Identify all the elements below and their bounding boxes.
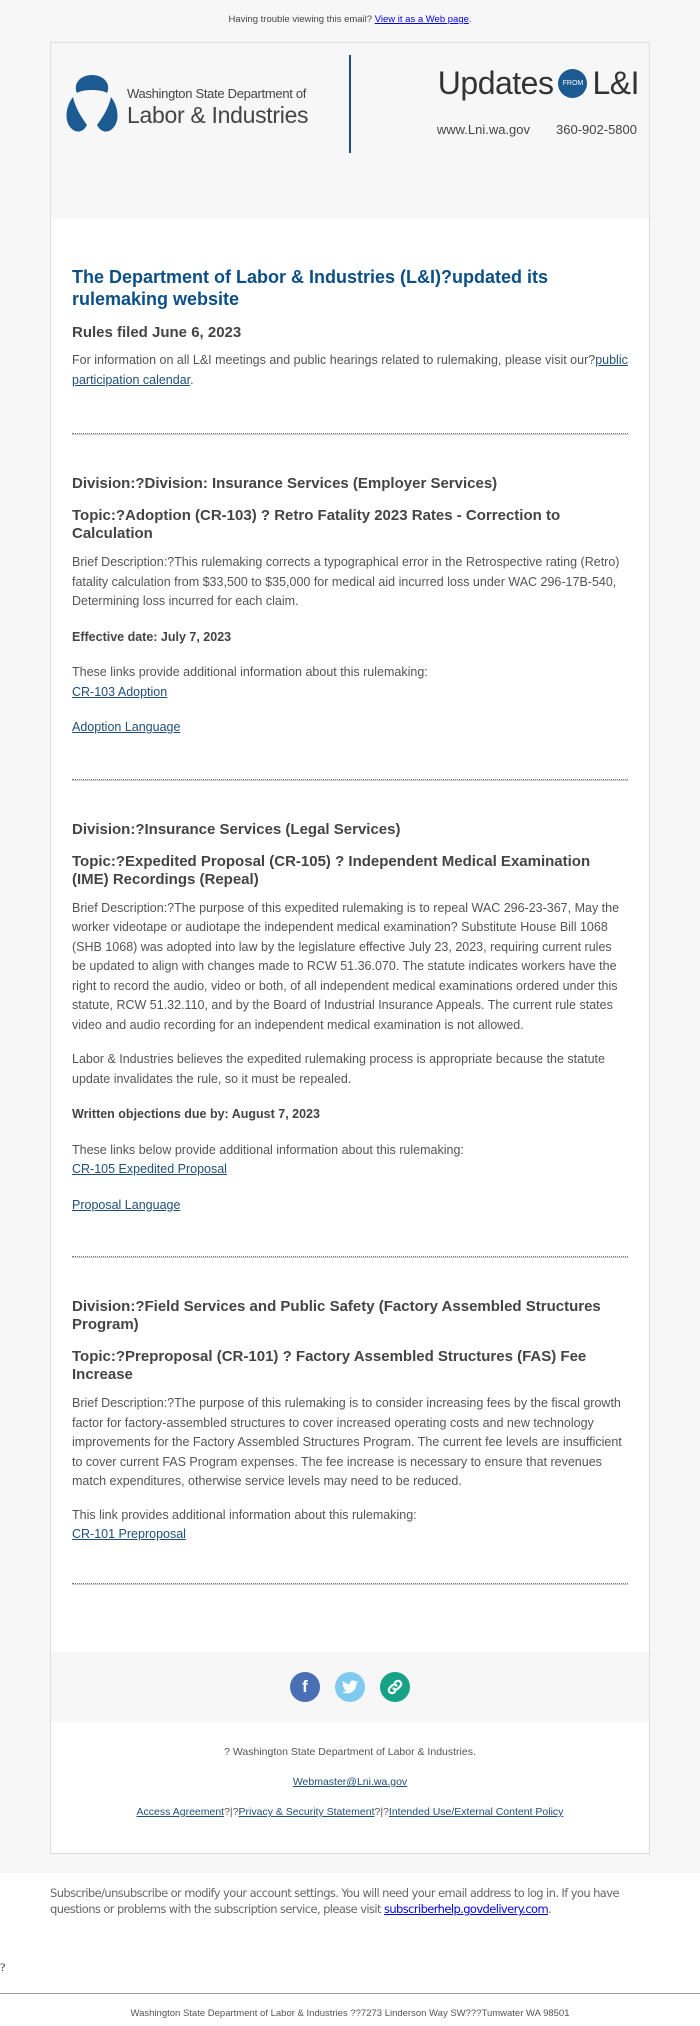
page-title: The Department of Labor & Industries (L&I)?updated its rulemaking website bbox=[72, 267, 549, 309]
subscribe-info bbox=[50, 1885, 650, 1917]
divider bbox=[72, 1583, 628, 1585]
logo-line2: Labor & Industries bbox=[127, 102, 309, 128]
access-agreement-link[interactable]: Access Agreement bbox=[136, 1806, 225, 1818]
subscribe-text: Subscribe/unsubscribe or modify your account settings. You will need your email address to log in. If you have questions or problems with the subscription service, please visit bbox=[50, 1886, 619, 1916]
web-page-link[interactable]: View it as a Web page bbox=[374, 14, 469, 25]
email-card bbox=[50, 42, 650, 1854]
copyright: ? Washington State Department of Labor & Industries. bbox=[224, 1746, 476, 1758]
website: www.Lni.wa.gov bbox=[436, 122, 531, 137]
effective-date: Effective date: July 7, 2023 bbox=[72, 629, 232, 644]
preheader bbox=[0, 14, 700, 42]
logo-text bbox=[127, 86, 308, 129]
separator: ?|? bbox=[374, 1806, 389, 1818]
postal-address: Washington State Department of Labor & Industries ??7273 Linderson Way SW???Tumwater WA 98501 bbox=[130, 2008, 570, 2019]
links-intro: These links provide additional information about this rulemaking: bbox=[72, 665, 428, 679]
brief-description: Brief Description:?The purpose of this expedited rulemaking is to repeal WAC 296-23-367, May the worker videotape or audiotape the independent medical examination? Substitute House Bill 1068 (SHB 1068) was adopted into law by the legislature effective July 23, 2023, requiring current rules be updated to align with changes made to RCW 51.36.070. The statute indicates workers have the right to record the audio, video or both, of all independent medical examinations ordered under this statute, RCW 51.32.110, and by the Board of Industrial Insurance Appeals. The current rule states video and audio recording for an independent medical examination is not allowed. bbox=[72, 900, 620, 1032]
cr101-link[interactable]: CR-101 Preproposal bbox=[72, 1527, 186, 1541]
lni-text: L&I bbox=[592, 65, 639, 101]
subscribe-end: . bbox=[548, 1902, 552, 1916]
logo-line1: Washington State Department of bbox=[127, 86, 307, 101]
proposal-language-link[interactable]: Proposal Language bbox=[72, 1197, 181, 1212]
adoption-language-link[interactable]: Adoption Language bbox=[72, 720, 181, 734]
rule-section bbox=[72, 1298, 628, 1545]
divider bbox=[72, 1256, 628, 1258]
divider bbox=[72, 433, 628, 435]
division-heading: Division:?Field Services and Public Safety (Factory Assembled Structures Program) bbox=[72, 1298, 601, 1333]
facebook-glyph: f bbox=[302, 1677, 308, 1696]
intended-use-link[interactable]: Intended Use/External Content Policy bbox=[388, 1806, 564, 1818]
separator: ?|? bbox=[224, 1806, 239, 1818]
bottom-divider bbox=[0, 1993, 700, 1994]
division-heading: Division:?Division: Insurance Services (Employer Services) bbox=[72, 475, 498, 492]
intro-body: For information on all L&I meetings and public hearings related to rulemaking, please visit our? bbox=[72, 353, 596, 367]
privacy-link[interactable]: Privacy & Security Statement bbox=[238, 1806, 375, 1818]
intro-text bbox=[72, 351, 628, 390]
division-heading: Division:?Insurance Services (Legal Services) bbox=[72, 820, 401, 838]
rules-filed-date: Rules filed June 6, 2023 bbox=[72, 324, 242, 341]
updates-from-lni bbox=[438, 65, 639, 102]
header-divider bbox=[349, 55, 351, 153]
lni-logo-icon bbox=[63, 73, 121, 135]
objections-due-date: Written objections due by: August 7, 2023 bbox=[72, 1107, 320, 1121]
twitter-icon[interactable] bbox=[335, 1672, 365, 1702]
from-badge: FROM bbox=[558, 69, 587, 98]
footer bbox=[51, 1746, 649, 1836]
subscriber-help-link[interactable]: subscriberhelp.govdelivery.com bbox=[383, 1902, 549, 1916]
cr103-link[interactable]: CR-103 Adoption bbox=[72, 684, 168, 699]
webmaster-link[interactable]: Webmaster@Lni.wa.gov bbox=[292, 1776, 408, 1788]
calendar-link[interactable]: public participation calendar bbox=[72, 353, 628, 387]
preheader-text: Having trouble viewing this email? bbox=[228, 14, 375, 25]
cr105-link[interactable]: CR-105 Expedited Proposal bbox=[72, 1162, 227, 1176]
link-icon[interactable] bbox=[380, 1672, 410, 1702]
facebook-icon[interactable] bbox=[290, 1672, 320, 1702]
links-intro: This link provides additional information about this rulemaking: bbox=[72, 1507, 417, 1522]
intro-end: . bbox=[190, 372, 194, 387]
contact-info bbox=[437, 122, 637, 137]
topic-heading: Topic:?Expedited Proposal (CR-105) ? Independent Medical Examination (IME) Recordings (Repeal) bbox=[72, 852, 591, 888]
header-banner bbox=[51, 43, 649, 219]
divider bbox=[72, 779, 628, 781]
extra-text: Labor & Industries believes the expedited rulemaking process is appropriate because the statute update invalidates the rule, so it must be repealed. bbox=[72, 1052, 605, 1086]
topic-heading: Topic:?Preproposal (CR-101) ? Factory Assembled Structures (FAS) Fee Increase bbox=[72, 1348, 587, 1383]
links-intro: These links below provide additional information about this rulemaking: bbox=[72, 1142, 464, 1157]
brief-description: Brief Description:?This rulemaking corrects a typographical error in the Retrospective rating (Retro) fatality calculation from $33,500 to $35,000 for medical aid incurred loss under WAC 296-17B-540, Determining loss incurred for each claim. bbox=[72, 555, 620, 608]
social-bar bbox=[51, 1652, 649, 1722]
rule-section bbox=[72, 475, 628, 738]
brief-description: Brief Description:?The purpose of this rulemaking is to consider increasing fees by the fiscal growth factor for factory-assembled structures to cover increased operating costs and new technology improvements for the Factory Assembled Structures Program. The current fee levels are insufficient to cover current FAS Program expenses. The fee increase is necessary to ensure that revenues match expenditures, otherwise service levels may need to be reduced. bbox=[72, 1396, 622, 1488]
preheader-end: . bbox=[468, 14, 472, 25]
topic-heading: Topic:?Adoption (CR-103) ? Retro Fatality 2023 Rates - Correction to Calculation bbox=[72, 507, 561, 542]
stray-character: ? bbox=[0, 1960, 6, 1974]
policy-links bbox=[51, 1806, 649, 1818]
email-content bbox=[51, 266, 649, 1585]
rule-section bbox=[72, 821, 628, 1216]
updates-text: Updates bbox=[437, 65, 554, 101]
phone: 360-902-5800 bbox=[556, 122, 637, 137]
